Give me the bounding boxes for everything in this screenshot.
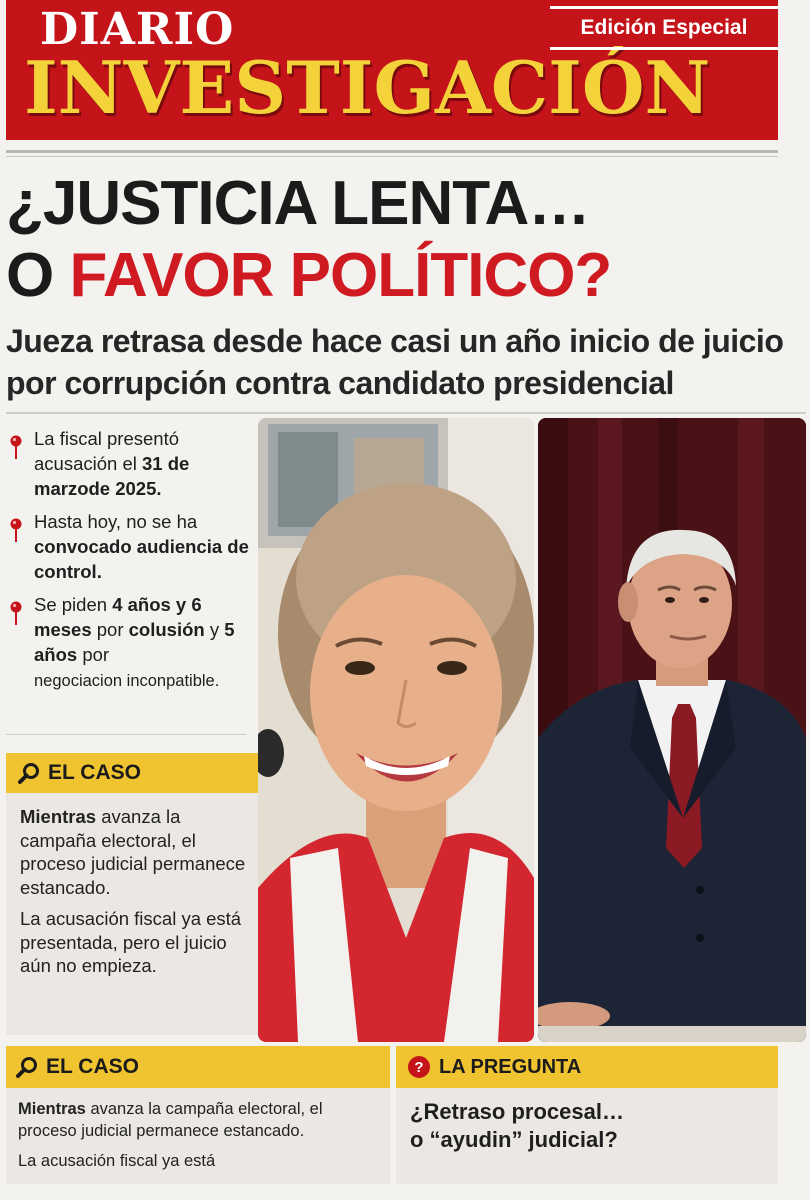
question-icon: ? <box>408 1056 430 1078</box>
la-pregunta-body <box>396 1088 778 1184</box>
bullet-bold-text: colusión <box>128 619 205 640</box>
masthead-main-title: INVESTIGACIÓN <box>24 45 711 130</box>
masthead-top-title: DIARIO <box>40 4 235 55</box>
subheadline: Jueza retrasa desde hace casi un año inicio de juicio por corrupción contra candidato presidencial <box>6 323 784 401</box>
el-caso-bottom-body <box>6 1088 390 1184</box>
el-caso-body <box>6 793 258 1035</box>
el-caso-text: avanza la campaña electoral, el proceso judicial permanece estancado. <box>20 806 246 898</box>
el-caso-paragraph: La acusación fiscal ya está <box>18 1152 216 1170</box>
divider <box>6 150 778 153</box>
el-caso-title: EL CASO <box>48 761 141 784</box>
headline-red-text: FAVOR POLÍTICO? <box>69 241 612 310</box>
divider <box>6 156 778 157</box>
map-pin-icon <box>9 518 23 542</box>
masthead <box>6 0 778 140</box>
magnifier-icon <box>16 1056 38 1078</box>
el-caso-paragraph <box>20 805 248 899</box>
list-item <box>6 426 252 501</box>
bullet-text: por <box>91 619 129 640</box>
la-pregunta-line-2: o “ayudin” judicial? <box>410 1127 618 1152</box>
bullet-text: Hasta hoy, no se ha <box>34 511 198 532</box>
photo-candidate <box>538 418 806 1042</box>
el-caso-paragraph <box>18 1098 384 1142</box>
el-caso-bold: Mientras <box>20 806 97 827</box>
bullet-text: por <box>77 644 110 665</box>
photo-judge <box>258 418 534 1042</box>
headline <box>6 168 806 312</box>
bullet-text: y <box>204 619 225 640</box>
la-pregunta-header <box>396 1046 778 1088</box>
la-pregunta-title: LA PREGUNTA <box>439 1055 582 1078</box>
bullet-bold-text: 5 años <box>34 619 235 665</box>
el-caso-header <box>6 753 258 793</box>
el-caso-paragraph: La acusación fiscal ya está presentada, pero el juicio aún no empieza. <box>20 908 242 976</box>
el-caso-bottom-title: EL CASO <box>46 1055 139 1078</box>
el-caso-bottom-header <box>6 1046 390 1088</box>
divider <box>6 412 806 414</box>
woman-portrait-illustration <box>258 418 534 1042</box>
headline-prefix: O <box>6 241 70 310</box>
bullet-bold-text: 31 de marzode 2025. <box>34 453 190 499</box>
divider <box>6 734 246 735</box>
headline-line-2 <box>6 240 806 312</box>
bullet-bold-text: convocado audiencia de control. <box>34 536 249 582</box>
bullet-text: Se piden <box>34 594 113 615</box>
bullet-bold-text: 4 años y 6 meses <box>34 594 202 640</box>
edition-badge: Edición Especial <box>550 6 778 50</box>
map-pin-icon <box>9 435 23 459</box>
list-item <box>6 509 252 584</box>
headline-line-1: ¿JUSTICIA LENTA… <box>6 169 590 238</box>
magnifier-icon <box>18 762 40 784</box>
el-caso-bold: Mientras <box>18 1100 86 1118</box>
list-item <box>6 592 252 694</box>
map-pin-icon <box>9 601 23 625</box>
key-facts-list <box>6 426 252 702</box>
la-pregunta-line-1: ¿Retraso procesal… <box>410 1099 624 1124</box>
bullet-small-text: negociacion inconpatible. <box>34 672 220 690</box>
el-caso-text: avanza la campaña electoral, el proceso judicial permanece estancado. <box>18 1100 323 1140</box>
man-portrait-illustration <box>538 418 806 1042</box>
bullet-text: La fiscal presentó acusación el <box>34 428 180 474</box>
